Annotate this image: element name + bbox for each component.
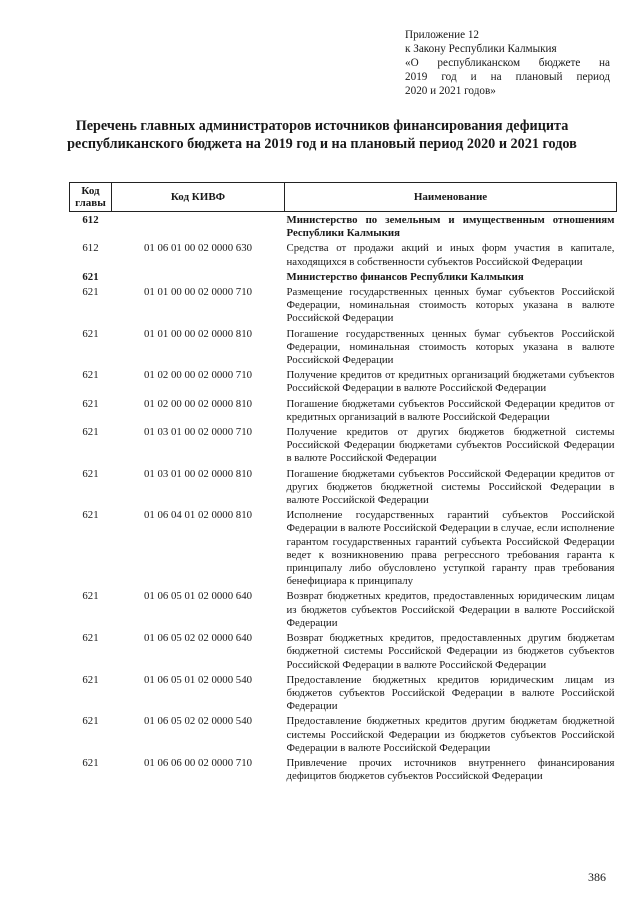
cell-kivf: 01 06 05 01 02 0000 540 <box>144 673 252 686</box>
cell-kivf <box>112 212 285 243</box>
column-header-name: Наименование <box>285 183 617 212</box>
table-row <box>70 590 617 632</box>
cell-name: Предоставление бюджетных кредитов другим бюджетам бюджетной системы Российской Федерации из бюджетов субъектов Российской Федерации в валюте Российской Федерации <box>286 715 615 754</box>
table-row <box>70 715 617 757</box>
table-row <box>70 242 617 270</box>
column-header-kivf: Код КИВФ <box>112 183 285 212</box>
appendix-line-4: 2019 год и на плановый период <box>405 71 610 83</box>
table-row-administrator <box>70 212 617 243</box>
cell-kivf: 01 01 00 00 02 0000 810 <box>144 327 252 340</box>
cell-name: Возврат бюджетных кредитов, предоставленных юридическим лицам из бюджетов субъектов Российской Федерации в валюте Российской Федерации <box>286 590 615 629</box>
cell-kivf <box>112 271 285 286</box>
cell-name: Возврат бюджетных кредитов, предоставленных другим бюджетам бюджетной системы Российской Федерации из бюджетов субъектов Российской Федерации в валюте Российской Федерации <box>286 632 615 671</box>
cell-code: 621 <box>82 327 99 340</box>
cell-name: Министерство по земельным и имущественным отношениям Республики Калмыкия <box>286 214 615 240</box>
column-header-code: Код главы <box>70 183 112 212</box>
cell-code: 621 <box>82 426 99 439</box>
table-row-administrator <box>70 271 617 286</box>
cell-code: 621 <box>82 286 99 299</box>
table-row <box>70 468 617 510</box>
cell-kivf: 01 03 01 00 02 0000 710 <box>144 426 252 439</box>
cell-name: Погашение бюджетами субъектов Российской Федерации кредитов от других бюджетов бюджетной системы Российской Федерации в валюте Российской Федерации <box>286 467 615 507</box>
table-row <box>70 426 617 468</box>
cell-kivf: 01 03 01 00 02 0000 810 <box>144 467 252 480</box>
cell-kivf: 01 06 05 02 02 0000 540 <box>144 715 252 728</box>
appendix-reference <box>405 28 610 98</box>
cell-kivf: 01 01 00 00 02 0000 710 <box>144 286 252 299</box>
table-header-row <box>70 183 617 212</box>
table-body <box>70 212 617 786</box>
cell-kivf: 01 06 06 00 02 0000 710 <box>144 756 252 769</box>
cell-name: Привлечение прочих источников внутреннего финансирования дефицитов бюджетов субъектов Российской Федерации <box>286 756 615 783</box>
cell-name: Размещение государственных ценных бумаг субъектов Российской Федерации, номинальная стоимость которых указана в валюте Российской Федерации <box>286 286 615 325</box>
cell-name: Погашение бюджетами субъектов Российской Федерации кредитов от кредитных организаций в валюте Российской Федерации <box>286 397 615 423</box>
appendix-line-1: Приложение 12 <box>405 29 480 41</box>
cell-kivf: 01 06 01 00 02 0000 630 <box>144 242 252 255</box>
cell-kivf: 01 06 04 01 02 0000 810 <box>144 509 252 522</box>
cell-kivf: 01 02 00 00 02 0000 810 <box>144 397 252 410</box>
cell-code: 621 <box>82 369 99 382</box>
cell-name: Предоставление бюджетных кредитов юридическим лицам из бюджетов субъектов Российской Федерации в валюте Российской Федерации <box>286 673 615 713</box>
cell-kivf: 01 02 00 00 02 0000 710 <box>144 369 252 382</box>
cell-code: 612 <box>82 214 99 226</box>
cell-code: 621 <box>82 673 99 686</box>
table-row <box>70 757 617 785</box>
cell-code: 621 <box>82 270 99 283</box>
appendix-line-2: к Закону Республики Калмыкия <box>405 43 557 55</box>
table-row <box>70 674 617 716</box>
cell-name: Получение кредитов от кредитных организаций бюджетами субъектов Российской Федерации в валюте Российской Федерации <box>286 369 615 395</box>
cell-code: 621 <box>82 509 99 522</box>
table-row <box>70 509 617 590</box>
cell-kivf: 01 06 05 02 02 0000 640 <box>144 632 252 645</box>
appendix-line-3: «О республиканском бюджете на <box>405 57 610 69</box>
table-row <box>70 632 617 674</box>
cell-name: Погашение государственных ценных бумаг субъектов Российской Федерации, номинальная стоимость которых указана в валюте Российской Федерации <box>286 327 615 367</box>
administrators-table <box>69 182 617 785</box>
cell-kivf: 01 06 05 01 02 0000 640 <box>144 590 252 603</box>
cell-code: 621 <box>82 756 99 769</box>
cell-code: 621 <box>82 397 99 410</box>
table-row <box>70 398 617 426</box>
table-row <box>70 328 617 370</box>
cell-code: 612 <box>82 242 99 255</box>
cell-code: 621 <box>82 467 99 480</box>
cell-name: Министерство финансов Республики Калмыкия <box>286 270 524 283</box>
cell-code: 621 <box>82 632 99 645</box>
cell-name: Средства от продажи акций и иных форм участия в капитале, находящихся в собственности субъектов Российской Федерации <box>286 242 615 268</box>
cell-name: Исполнение государственных гарантий субъектов Российской Федерации в валюте Российской Федерации в случае, если исполнение гарантом государственных гарантий субъекта Российской Федерации ведет к возникновению права регрессного требования гаранта к принципалу либо обусловлено уступкой гаранту прав требования бенефициара к принципалу <box>286 509 615 588</box>
table-row <box>70 369 617 397</box>
cell-code: 621 <box>82 590 99 603</box>
cell-name: Получение кредитов от других бюджетов бюджетной системы Российской Федерации бюджетами субъектов Российской Федерации в валюте Российской Федерации <box>286 426 615 465</box>
table-row <box>70 286 617 328</box>
appendix-line-5: 2020 и 2021 годов» <box>405 85 496 97</box>
document-title: Перечень главных администраторов источников финансирования дефицита республиканского бюджета на 2019 год и на плановый период 2020 и 2021 годов <box>67 118 577 152</box>
cell-code: 621 <box>82 715 99 728</box>
page-number: 386 <box>588 870 606 884</box>
